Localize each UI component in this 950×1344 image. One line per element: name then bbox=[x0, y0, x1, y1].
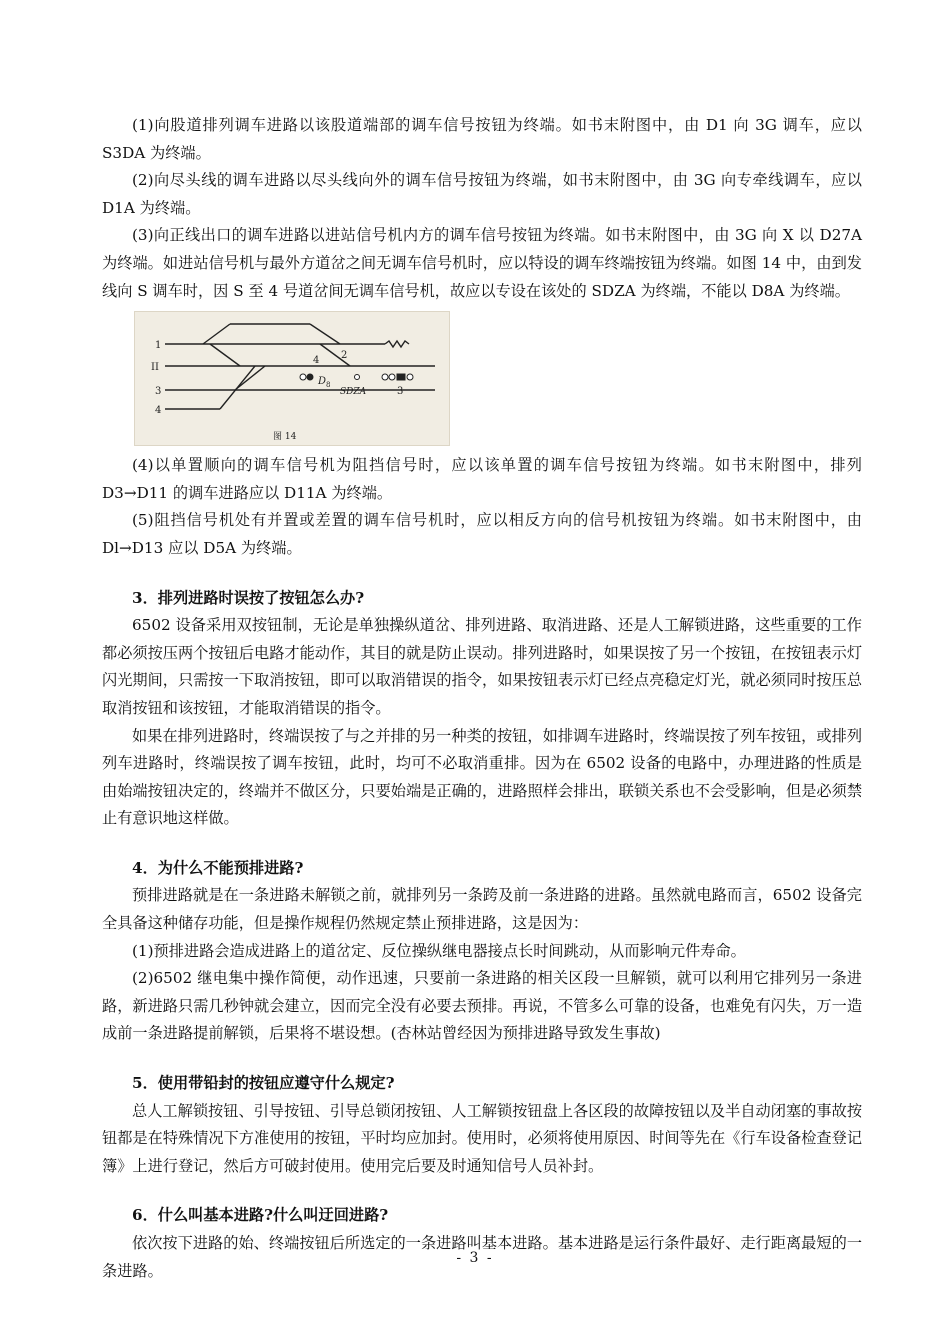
crossover-a bbox=[203, 324, 230, 344]
crossover-b bbox=[310, 324, 340, 344]
label-track-ii: II bbox=[151, 362, 159, 374]
label-track-3: 3 bbox=[155, 386, 162, 398]
question-6-paragraph-1: 依次按下进路的始、终端按钮后所选定的一条进路叫基本进路。基本进路是运行条件最好、走行距离最短的一条进路。 bbox=[102, 1234, 862, 1280]
signal-d8-lamp-1 bbox=[300, 374, 306, 380]
question-3-paragraph-1: 6502 设备采用双按钮制，无论是单独操纵道岔、排列进路、取消进路、还是人工解锁进路，这些重要的工作都必须按压两个按钮后电路才能动作，其目的就是防止误动。排列进路时，如果误按了另一个按钮，在按钮表示灯闪光期间，只需按一下取消按钮，即可以取消错误的指令，如果按钮表示灯已经点亮稳定灯光，就必须同时按压总取消按钮和该按钮，才能取消错误的指令。 bbox=[102, 616, 862, 717]
signal-s3-lamp-3 bbox=[407, 374, 413, 380]
signal-d8-lamp-2 bbox=[307, 374, 313, 380]
figure-caption: 图 14 bbox=[273, 432, 297, 443]
question-3-paragraph-2: 如果在排列进路时，终端误按了与之并排的另一种类的按钮，如排调车进路时，终端误按了列车按钮，或排列列车进路时，终端误按了调车按钮，此时，均可不必取消重排。因为在 6502 设备的电路中，办理进路的性质是由始端按钮决定的，终端并不做区分，只要始端是正确的，进路照样会排出，联锁关系也不会受影响，但是必须禁止有意识地这样做。 bbox=[102, 726, 862, 828]
page-number: - 3 - bbox=[456, 1250, 494, 1266]
sdza-button-icon bbox=[355, 375, 360, 380]
figure-14 bbox=[134, 311, 450, 446]
label-signal-d8: D bbox=[318, 376, 327, 388]
crossover-c bbox=[210, 344, 240, 366]
question-6-title: 6．什么叫基本进路?什么叫迂回进路? bbox=[132, 1206, 389, 1225]
signal-s3-lamp-2 bbox=[389, 374, 395, 380]
crossover-switch-4 bbox=[220, 366, 255, 409]
label-track-4: 4 bbox=[155, 405, 162, 417]
label-sdza: SDZA bbox=[340, 387, 367, 398]
question-5-title: 5．使用带铅封的按钮应遵守什么规定? bbox=[132, 1074, 395, 1093]
label-switch-2: 2 bbox=[341, 350, 348, 362]
question-3-title: 3．排列进路时误按了按钮怎么办? bbox=[132, 588, 365, 607]
question-4-paragraph-3: (2)6502 继电集中操作简便，动作迅速，只要前一条进路的相关区段一旦解锁，就可以利用它排列另一条进路，新进路只需几秒钟就会建立，因而完全没有必要去预排。再说，不管多么可靠的设备，也难免有闪失，万一造成前一条进路提前解锁，后果将不堪设想。(杏林站曾经因为预排进路导致发生事故) bbox=[102, 969, 862, 1043]
question-4-title: 4．为什么不能预排进路? bbox=[132, 858, 304, 877]
label-switch-4: 4 bbox=[313, 355, 320, 367]
question-5-paragraph-1: 总人工解锁按钮、引导按钮、引导总锁闭按钮、人工解锁按钮盘上各区段的故障按钮以及半自动闭塞的事故按钮都是在特殊情况下方准使用的按钮，平时均应加封。使用时，必须将使用原因、时间等先在《行车设备检查登记簿》上进行登记，然后方可破封使用。使用完后要及时通知信号人员补封。 bbox=[102, 1101, 862, 1175]
label-track-3-right: 3 bbox=[397, 386, 404, 398]
item-2: (2)向尽头线的调车进路以尽头线向外的调车信号按钮为终端，如书末附图中，由 3G 向专牵线调车，应以 D1A 为终端。 bbox=[102, 171, 862, 217]
signal-s3-lamp-1 bbox=[382, 374, 388, 380]
question-4-paragraph-2: (1)预排进路会造成进路上的道岔定、反位操纵继电器接点长时间跳动，从而影响元件寿命。 bbox=[132, 941, 746, 960]
item-4: (4)以单置顺向的调车信号机为阻挡信号时，应以该单置的调车信号按钮为终端。如书末附图中，排列 D3→D11 的调车进路应以 D11A 为终端。 bbox=[102, 456, 862, 502]
signal-s3-head bbox=[397, 374, 405, 380]
item-3: (3)向正线出口的调车进路以进站信号机内方的调车信号按钮为终端。如书末附图中，由 3G 向 X 以 D27A 为终端。如进站信号机与最外方道岔之间无调车信号机时，应以特设的调车终端按钮为终端。如图 14 中，由到发线向 S 调车时，因 S 至 4 号道岔间无调车信号机，故应以专设在该处的 SDZA 为终端，不能以 D8A 为终端。 bbox=[102, 226, 862, 300]
item-5: (5)阻挡信号机处有并置或差置的调车信号机时，应以相反方向的信号机按钮为终端。如书末附图中，由 Dl→D13 应以 D5A 为终端。 bbox=[102, 511, 862, 557]
track-diagram bbox=[135, 312, 449, 445]
crossover-d bbox=[235, 366, 265, 390]
page-content bbox=[102, 112, 862, 1285]
label-track-1: 1 bbox=[155, 340, 162, 352]
item-1: (1)向股道排列调车进路以该股道端部的调车信号按钮为终端。如书末附图中，由 D1 向 3G 调车，应以 S3DA 为终端。 bbox=[102, 116, 862, 162]
buffer-stop bbox=[385, 341, 409, 347]
label-signal-d8-sub: 8 bbox=[326, 381, 331, 390]
question-4-paragraph-1: 预排进路就是在一条进路未解锁之前，就排列另一条跨及前一条进路的进路。虽然就电路而言，6502 设备完全具备这种储存功能，但是操作规程仍然规定禁止预排进路，这是因为： bbox=[102, 886, 862, 933]
